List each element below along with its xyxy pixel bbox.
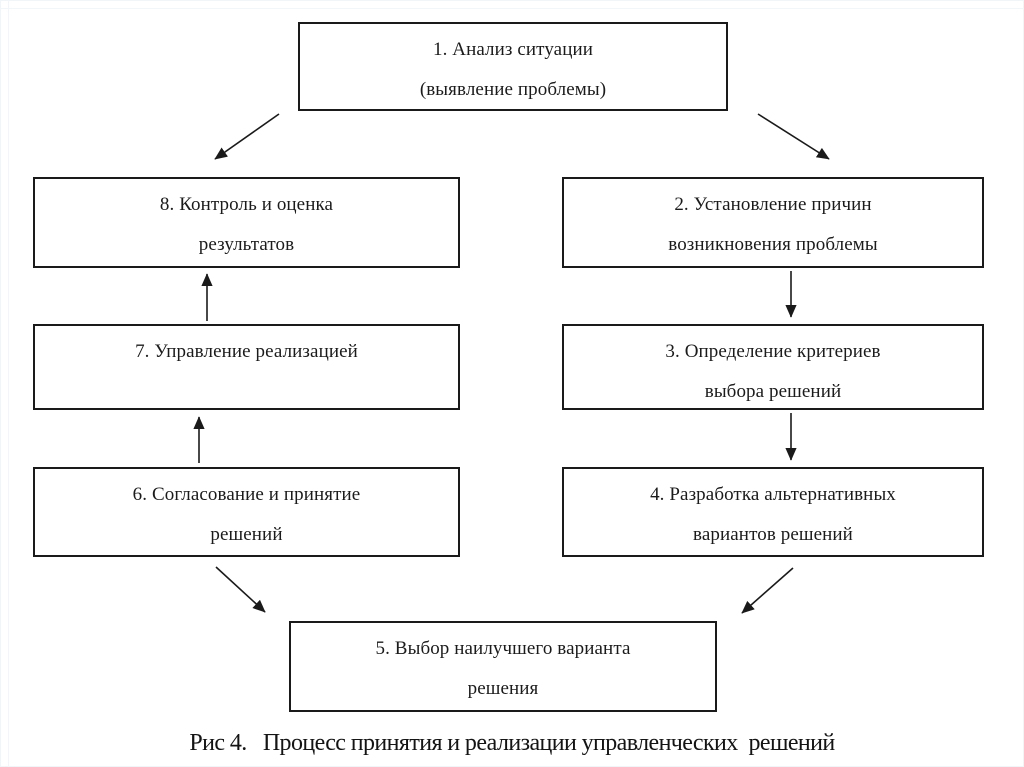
flow-step-5-best-choice (289, 621, 717, 712)
flow-step-3-line2: выбора решений (704, 381, 842, 402)
flow-step-5-line2: решения (467, 678, 539, 699)
flow-step-6-approval (33, 467, 460, 557)
flow-step-1-line2: (выявление проблемы) (419, 79, 607, 100)
flow-step-3-line1: 3. Определение критериев (665, 341, 881, 362)
arrow-step1-to-step8 (215, 114, 279, 159)
flow-step-5-line1: 5. Выбор наилучшего варианта (375, 638, 631, 659)
figure-caption: Рис 4. Процесс принятия и реализации управленческих решений (189, 730, 835, 756)
flow-step-6-line1: 6. Согласование и принятие (132, 484, 361, 505)
flow-step-4-alternatives (562, 467, 984, 557)
arrow-step6-to-step5 (216, 567, 265, 612)
flow-step-7-management (33, 324, 460, 410)
arrow-step1-to-step2 (758, 114, 829, 159)
flow-step-2-line1: 2. Установление причин (674, 194, 872, 215)
flow-step-6-line2: решений (210, 524, 283, 545)
flow-step-2-causes (562, 177, 984, 268)
flow-step-7-line1: 7. Управление реализацией (135, 341, 358, 362)
flow-step-1-line1: 1. Анализ ситуации (432, 39, 594, 60)
flow-step-4-line2: вариантов решений (693, 524, 853, 545)
flow-step-4-line1: 4. Разработка альтернативных (650, 484, 896, 505)
flow-step-2-line2: возникновения проблемы (668, 234, 878, 255)
flow-step-8-line1: 8. Контроль и оценка (159, 194, 334, 215)
arrow-step4-to-step5 (742, 568, 793, 613)
page-edge-line-horizontal (0, 8, 1024, 9)
page-edge-line-vertical (8, 0, 9, 767)
flow-step-1-analysis (298, 22, 728, 111)
flow-step-3-criteria (562, 324, 984, 410)
flow-step-8-line2: результатов (198, 234, 295, 255)
flow-step-8-control (33, 177, 460, 268)
